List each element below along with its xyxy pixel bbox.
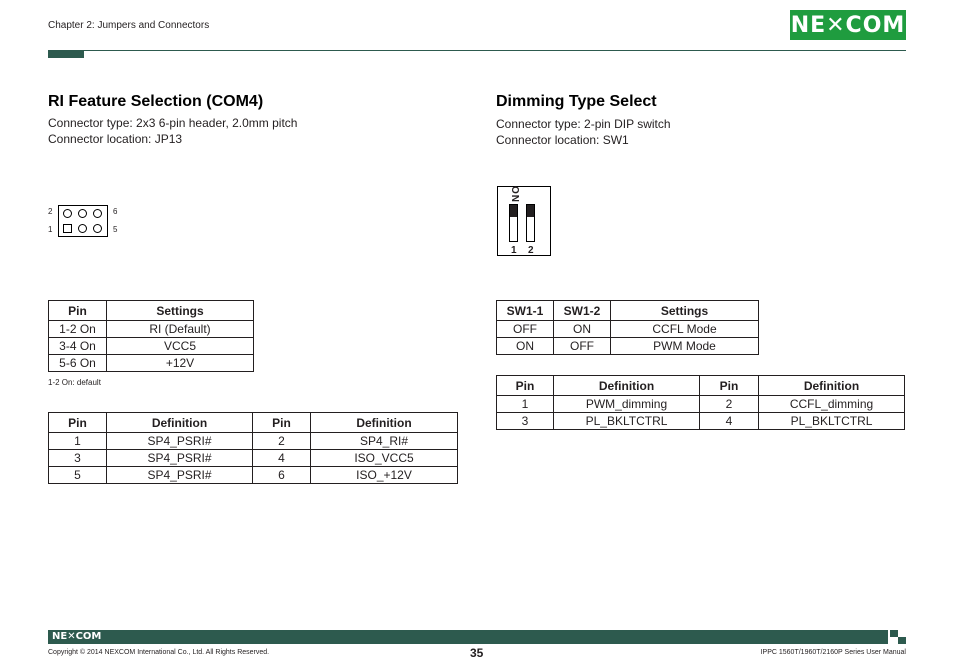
table-cell: OFF [554, 338, 611, 355]
table-cell: ON [497, 338, 554, 355]
pin-5 [93, 224, 102, 233]
table-cell: CCFL_dimming [759, 396, 905, 413]
table-row [49, 450, 458, 467]
table-row [497, 396, 905, 413]
table-cell: 4 [253, 450, 311, 467]
footer-decoration [890, 630, 898, 637]
ri-section-title: RI Feature Selection (COM4) [48, 93, 264, 110]
column-header: Definition [107, 413, 253, 433]
table-row [49, 467, 458, 484]
table-cell: VCC5 [107, 338, 254, 355]
table-cell: OFF [497, 321, 554, 338]
dip-number-1: 1 [511, 245, 517, 256]
table-cell: RI (Default) [107, 321, 254, 338]
header-accent [48, 50, 84, 58]
table-cell: SP4_RI# [311, 433, 458, 450]
dip-number-2: 2 [528, 245, 534, 256]
table-cell: SP4_PSRI# [107, 467, 253, 484]
column-header: Definition [554, 376, 700, 396]
nexcom-logo [790, 10, 906, 40]
table-cell: 2 [253, 433, 311, 450]
table-cell: PWM_dimming [554, 396, 700, 413]
column-header: SW1-1 [497, 301, 554, 321]
table-cell: 5 [49, 467, 107, 484]
table-cell: ON [554, 321, 611, 338]
dip-switch-1 [509, 204, 518, 242]
pin-header-outline [58, 205, 108, 237]
column-header: Settings [611, 301, 759, 321]
table-cell: ISO_VCC5 [311, 450, 458, 467]
table-header-row [497, 301, 759, 321]
ri-connector-type: Connector type: 2x3 6-pin header, 2.0mm pitch [48, 116, 298, 130]
table-cell: 2 [700, 396, 759, 413]
dimming-pin-definition-table [496, 375, 905, 430]
dimming-settings-table [496, 300, 759, 355]
default-note: 1-2 On: default [48, 378, 101, 387]
page-number: 35 [470, 646, 484, 660]
header-rule [48, 50, 906, 51]
pin-3 [78, 224, 87, 233]
table-cell: 1 [497, 396, 554, 413]
table-cell: 1-2 On [49, 321, 107, 338]
dip-on-label: ON [509, 186, 520, 203]
table-header-row [49, 301, 254, 321]
table-cell: 3 [497, 413, 554, 430]
table-cell: PWM Mode [611, 338, 759, 355]
manual-title: IPPC 1560T/1960T/2160P Series User Manual [760, 649, 906, 656]
dimming-connector-location: Connector location: SW1 [496, 133, 629, 147]
dip-switch-outline [497, 186, 551, 256]
dip-knob-1 [510, 205, 517, 217]
footer-bar [48, 630, 888, 644]
table-cell: PL_BKLTCTRL [759, 413, 905, 430]
ri-connector-location: Connector location: JP13 [48, 132, 183, 146]
column-header: Settings [107, 301, 254, 321]
column-header: Pin [49, 413, 107, 433]
dimming-connector-type: Connector type: 2-pin DIP switch [496, 117, 671, 131]
ri-settings-table [48, 300, 254, 372]
pin-label-1: 1 [48, 225, 53, 234]
table-row [49, 338, 254, 355]
pin-4 [78, 209, 87, 218]
table-row [497, 321, 759, 338]
column-header: Pin [700, 376, 759, 396]
pin-label-5: 5 [113, 225, 118, 234]
pin-6 [93, 209, 102, 218]
column-header: Definition [311, 413, 458, 433]
pin-label-2: 2 [48, 207, 53, 216]
pin-1 [63, 224, 72, 233]
table-cell: CCFL Mode [611, 321, 759, 338]
column-header: Pin [253, 413, 311, 433]
table-cell: 3-4 On [49, 338, 107, 355]
logo-text: NE✕COM [790, 12, 906, 38]
pin-label-6: 6 [113, 207, 118, 216]
pin-2 [63, 209, 72, 218]
ri-pin-definition-table [48, 412, 458, 484]
table-cell: 5-6 On [49, 355, 107, 372]
table-cell: SP4_PSRI# [107, 433, 253, 450]
table-row [497, 413, 905, 430]
table-cell: SP4_PSRI# [107, 450, 253, 467]
footer-decoration [898, 637, 906, 644]
table-cell: ISO_+12V [311, 467, 458, 484]
copyright-text: Copyright © 2014 NEXCOM International Co., Ltd. All Rights Reserved. [48, 649, 270, 656]
table-cell: +12V [107, 355, 254, 372]
table-cell: 3 [49, 450, 107, 467]
column-header: Pin [497, 376, 554, 396]
table-header-row [49, 413, 458, 433]
dip-knob-2 [527, 205, 534, 217]
dip-switch-2 [526, 204, 535, 242]
table-header-row [497, 376, 905, 396]
dimming-section-title: Dimming Type Select [496, 93, 657, 110]
table-row [49, 321, 254, 338]
chapter-heading: Chapter 2: Jumpers and Connectors [48, 20, 210, 31]
table-cell: 4 [700, 413, 759, 430]
column-header: SW1-2 [554, 301, 611, 321]
column-header: Pin [49, 301, 107, 321]
table-row [49, 355, 254, 372]
table-row [497, 338, 759, 355]
column-header: Definition [759, 376, 905, 396]
table-cell: PL_BKLTCTRL [554, 413, 700, 430]
table-cell: 6 [253, 467, 311, 484]
table-cell: 1 [49, 433, 107, 450]
footer-logo: NE✕COM [52, 631, 102, 642]
table-row [49, 433, 458, 450]
